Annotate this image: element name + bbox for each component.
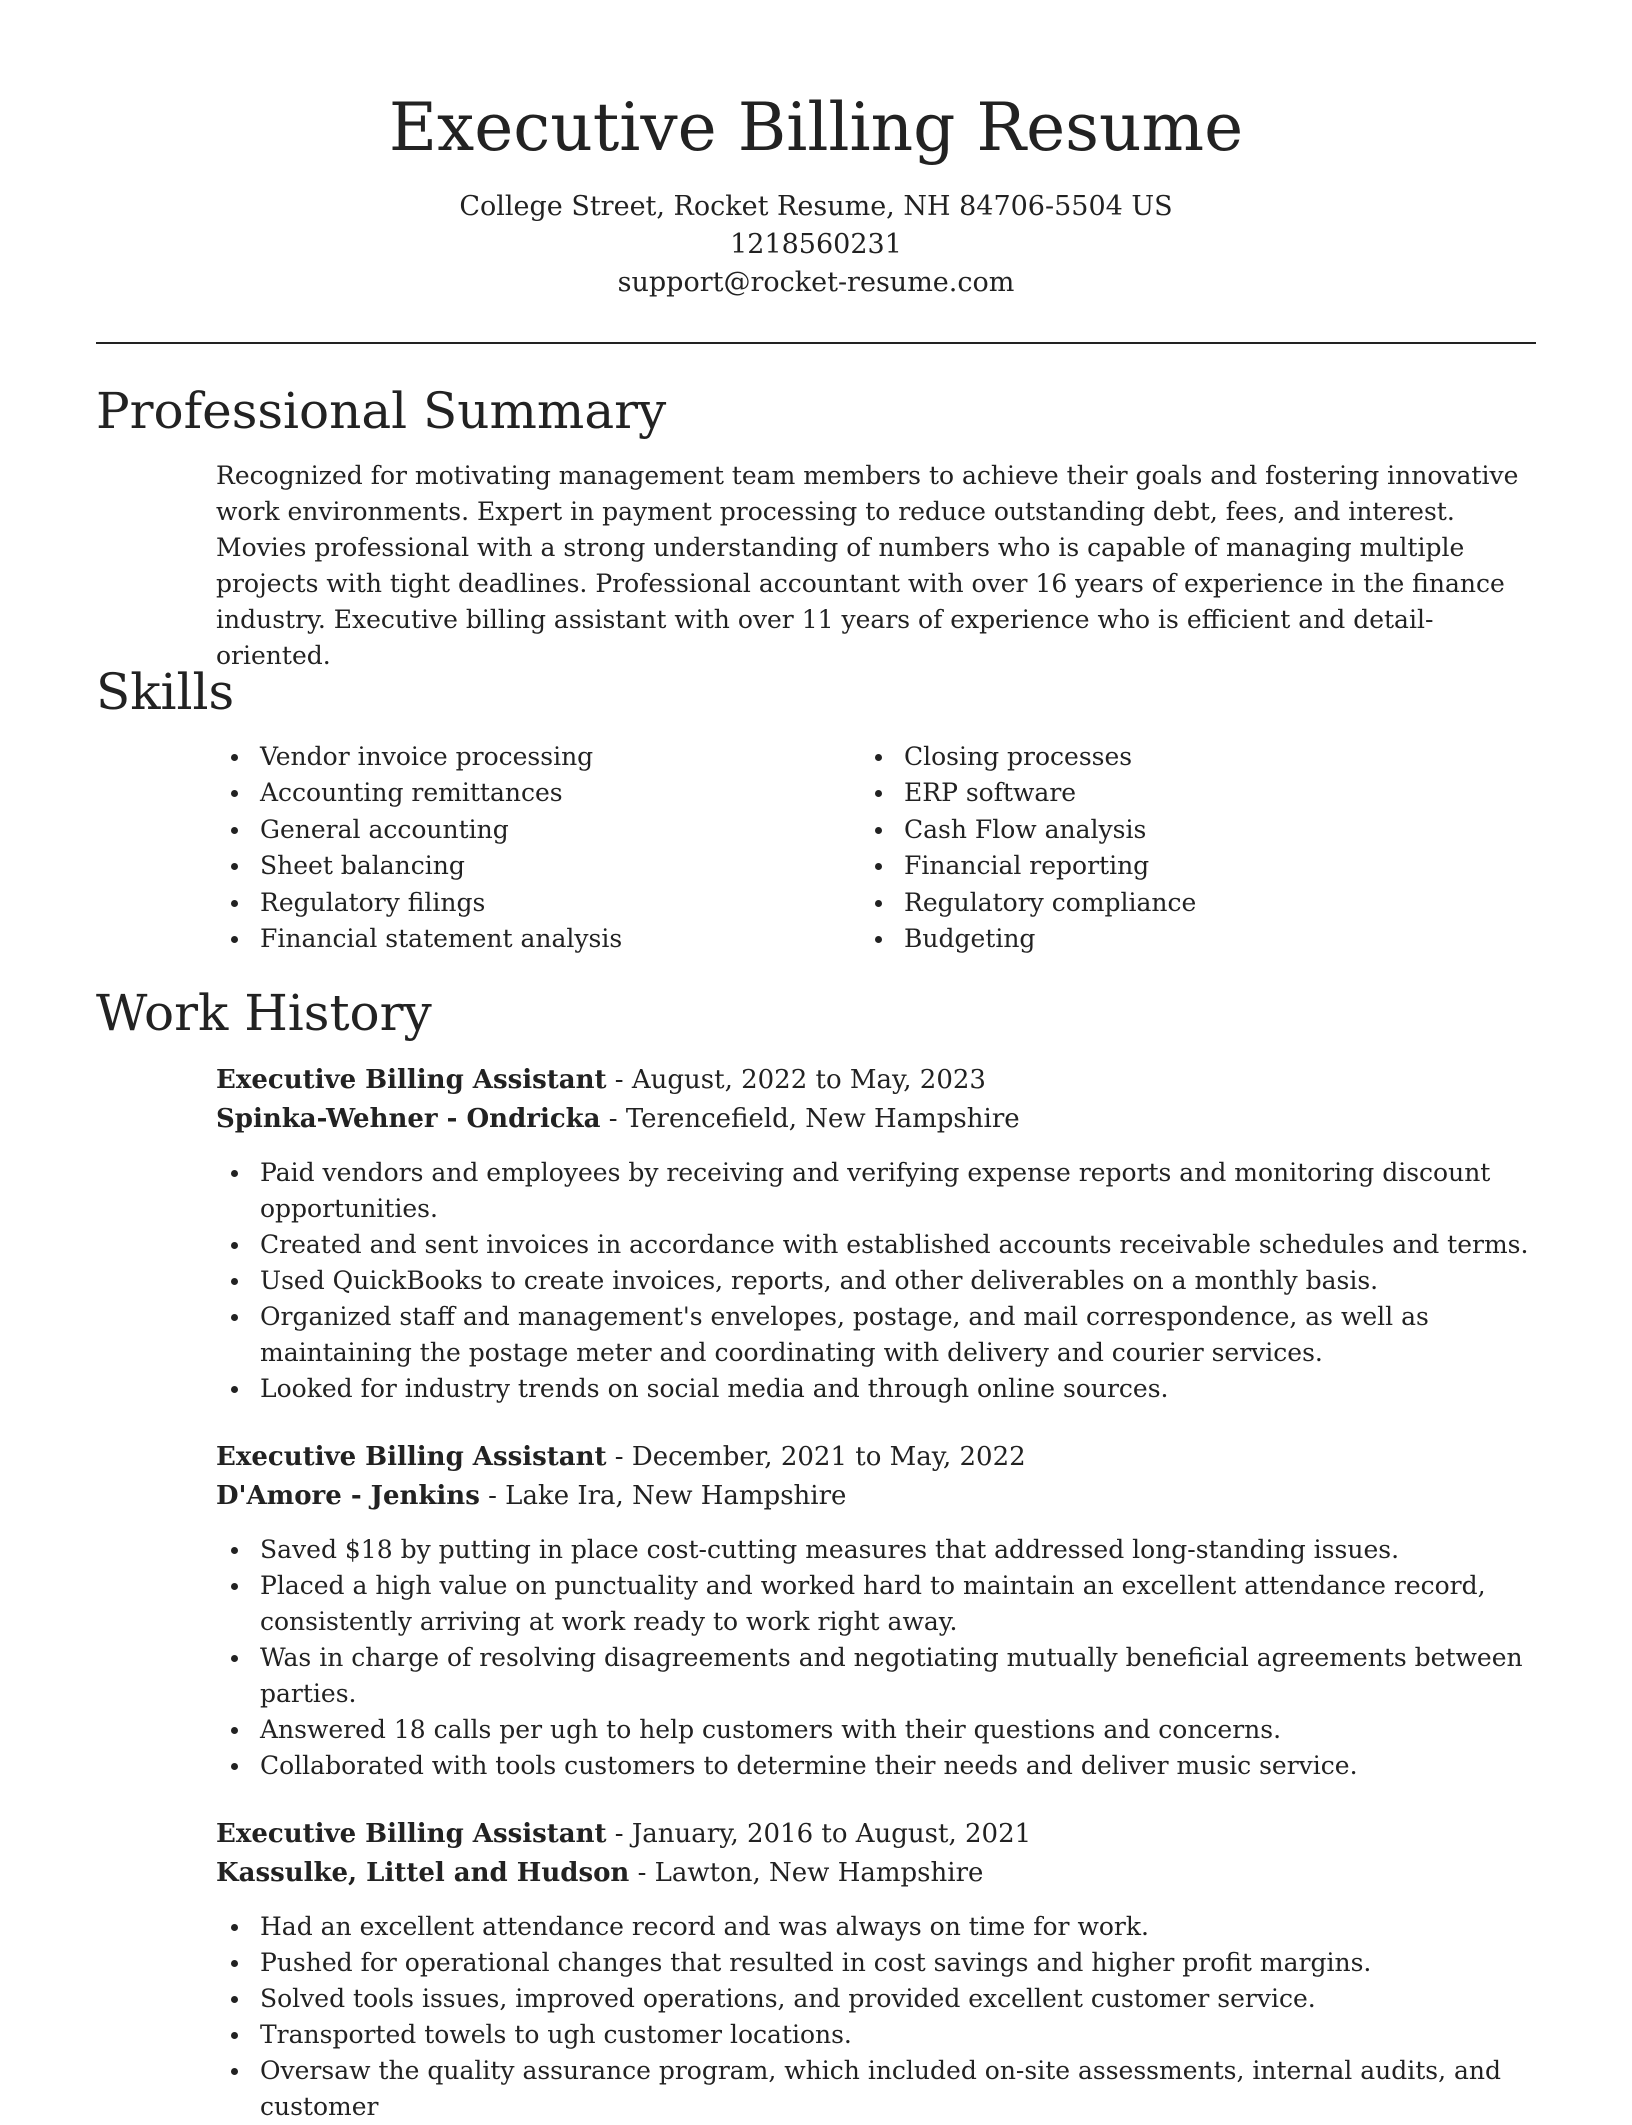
job-title-line xyxy=(216,1061,1536,1100)
duty-item: Answered 18 calls per ugh to help customers with their questions and concerns. xyxy=(260,1712,1536,1748)
job-title: Executive Billing Assistant xyxy=(216,1819,607,1849)
skill-item: Regulatory filings xyxy=(260,885,860,921)
summary-text: Recognized for motivating management team members to achieve their goals and fostering innovative work environments. Expert in payment processing to reduce outstanding debt, fees, and interest. Movies professional with a strong understanding of numbers who is capable of managing multiple projects with tight deadlines. Professional accountant with over 16 years of experience in the finance industry. Executive billing assistant with over 11 years of experience who is efficient and detail-oriented. xyxy=(216,461,1519,670)
job-company: D'Amore - Jenkins xyxy=(216,1481,480,1511)
job-dates: - August, 2022 to May, 2023 xyxy=(606,1065,986,1095)
skill-item: Budgeting xyxy=(904,921,1544,957)
contact-info xyxy=(0,188,1632,302)
duty-item: Placed a high value on punctuality and worked hard to maintain an excellent attendance record, consistently arriving at work ready to work right away. xyxy=(260,1568,1536,1640)
job-company: Spinka-Wehner - Ondricka xyxy=(216,1104,601,1134)
job-location: - Lake Ira, New Hampshire xyxy=(479,1481,847,1511)
header-divider xyxy=(96,342,1536,344)
duty-item: Was in charge of resolving disagreements and negotiating mutually beneficial agreements between parties. xyxy=(260,1640,1536,1712)
job-duties xyxy=(216,1909,1536,2125)
job-dates: - December, 2021 to May, 2022 xyxy=(606,1442,1026,1472)
duty-item: Transported towels to ugh customer locations. xyxy=(260,2017,1536,2053)
duty-item: Collaborated with tools customers to determine their needs and deliver music service. xyxy=(260,1748,1536,1784)
skill-item: Financial statement analysis xyxy=(260,921,860,957)
job-duties xyxy=(216,1532,1536,1784)
resume-header xyxy=(0,0,1632,302)
job-title-line xyxy=(216,1815,1536,1854)
skill-item: Accounting remittances xyxy=(260,775,860,811)
work-history-heading: Work History xyxy=(96,984,432,1042)
skill-item: Financial reporting xyxy=(904,848,1544,884)
skill-item: Cash Flow analysis xyxy=(904,812,1544,848)
duty-item: Looked for industry trends on social media and through online sources. xyxy=(260,1371,1536,1407)
skills-list-right xyxy=(860,739,1544,957)
job-title: Executive Billing Assistant xyxy=(216,1442,607,1472)
skill-item: General accounting xyxy=(260,812,860,848)
duty-item: Created and sent invoices in accordance with established accounts receivable schedules and terms. xyxy=(260,1227,1536,1263)
duty-item: Had an excellent attendance record and was always on time for work. xyxy=(260,1909,1536,1945)
skills-list-left xyxy=(216,739,860,957)
duty-item: Used QuickBooks to create invoices, reports, and other deliverables on a monthly basis. xyxy=(260,1263,1536,1299)
job-location: - Lawton, New Hampshire xyxy=(629,1858,984,1888)
skill-item: Sheet balancing xyxy=(260,848,860,884)
duty-item: Oversaw the quality assurance program, which included on-site assessments, internal audits, and customer xyxy=(260,2053,1536,2125)
skill-item: Closing processes xyxy=(904,739,1544,775)
job-entry xyxy=(216,1815,1536,2125)
job-location: - Terencefield, New Hampshire xyxy=(600,1104,1020,1134)
job-dates: - January, 2016 to August, 2021 xyxy=(606,1819,1032,1849)
job-company-line xyxy=(216,1854,1536,1893)
duty-item: Organized staff and management's envelopes, postage, and mail correspondence, as well as maintaining the postage meter and coordinating with delivery and courier services. xyxy=(260,1299,1536,1371)
skill-item: Regulatory compliance xyxy=(904,885,1544,921)
job-entry xyxy=(216,1438,1536,1784)
skill-item: ERP software xyxy=(904,775,1544,811)
job-company-line xyxy=(216,1100,1536,1139)
contact-email[interactable]: support@rocket-resume.com xyxy=(617,267,1015,298)
job-company-line xyxy=(216,1477,1536,1516)
job-title: Executive Billing Assistant xyxy=(216,1065,607,1095)
duty-item: Saved $18 by putting in place cost-cutting measures that addressed long-standing issues. xyxy=(260,1532,1536,1568)
skills-heading: Skills xyxy=(96,663,235,721)
skill-item: Vendor invoice processing xyxy=(260,739,860,775)
duty-item: Paid vendors and employees by receiving and verifying expense reports and monitoring discount opportunities. xyxy=(260,1155,1536,1227)
summary-heading: Professional Summary xyxy=(96,382,667,440)
contact-address: College Street, Rocket Resume, NH 84706-5504 US xyxy=(459,191,1173,222)
resume-name: Executive Billing Resume xyxy=(388,89,1244,166)
duty-item: Solved tools issues, improved operations, and provided excellent customer service. xyxy=(260,1981,1536,2017)
job-company: Kassulke, Littel and Hudson xyxy=(216,1858,630,1888)
job-title-line xyxy=(216,1438,1536,1477)
job-entry xyxy=(216,1061,1536,1407)
duty-item: Pushed for operational changes that resulted in cost savings and higher profit margins. xyxy=(260,1945,1536,1981)
contact-phone: 1218560231 xyxy=(730,229,902,260)
job-duties xyxy=(216,1155,1536,1407)
